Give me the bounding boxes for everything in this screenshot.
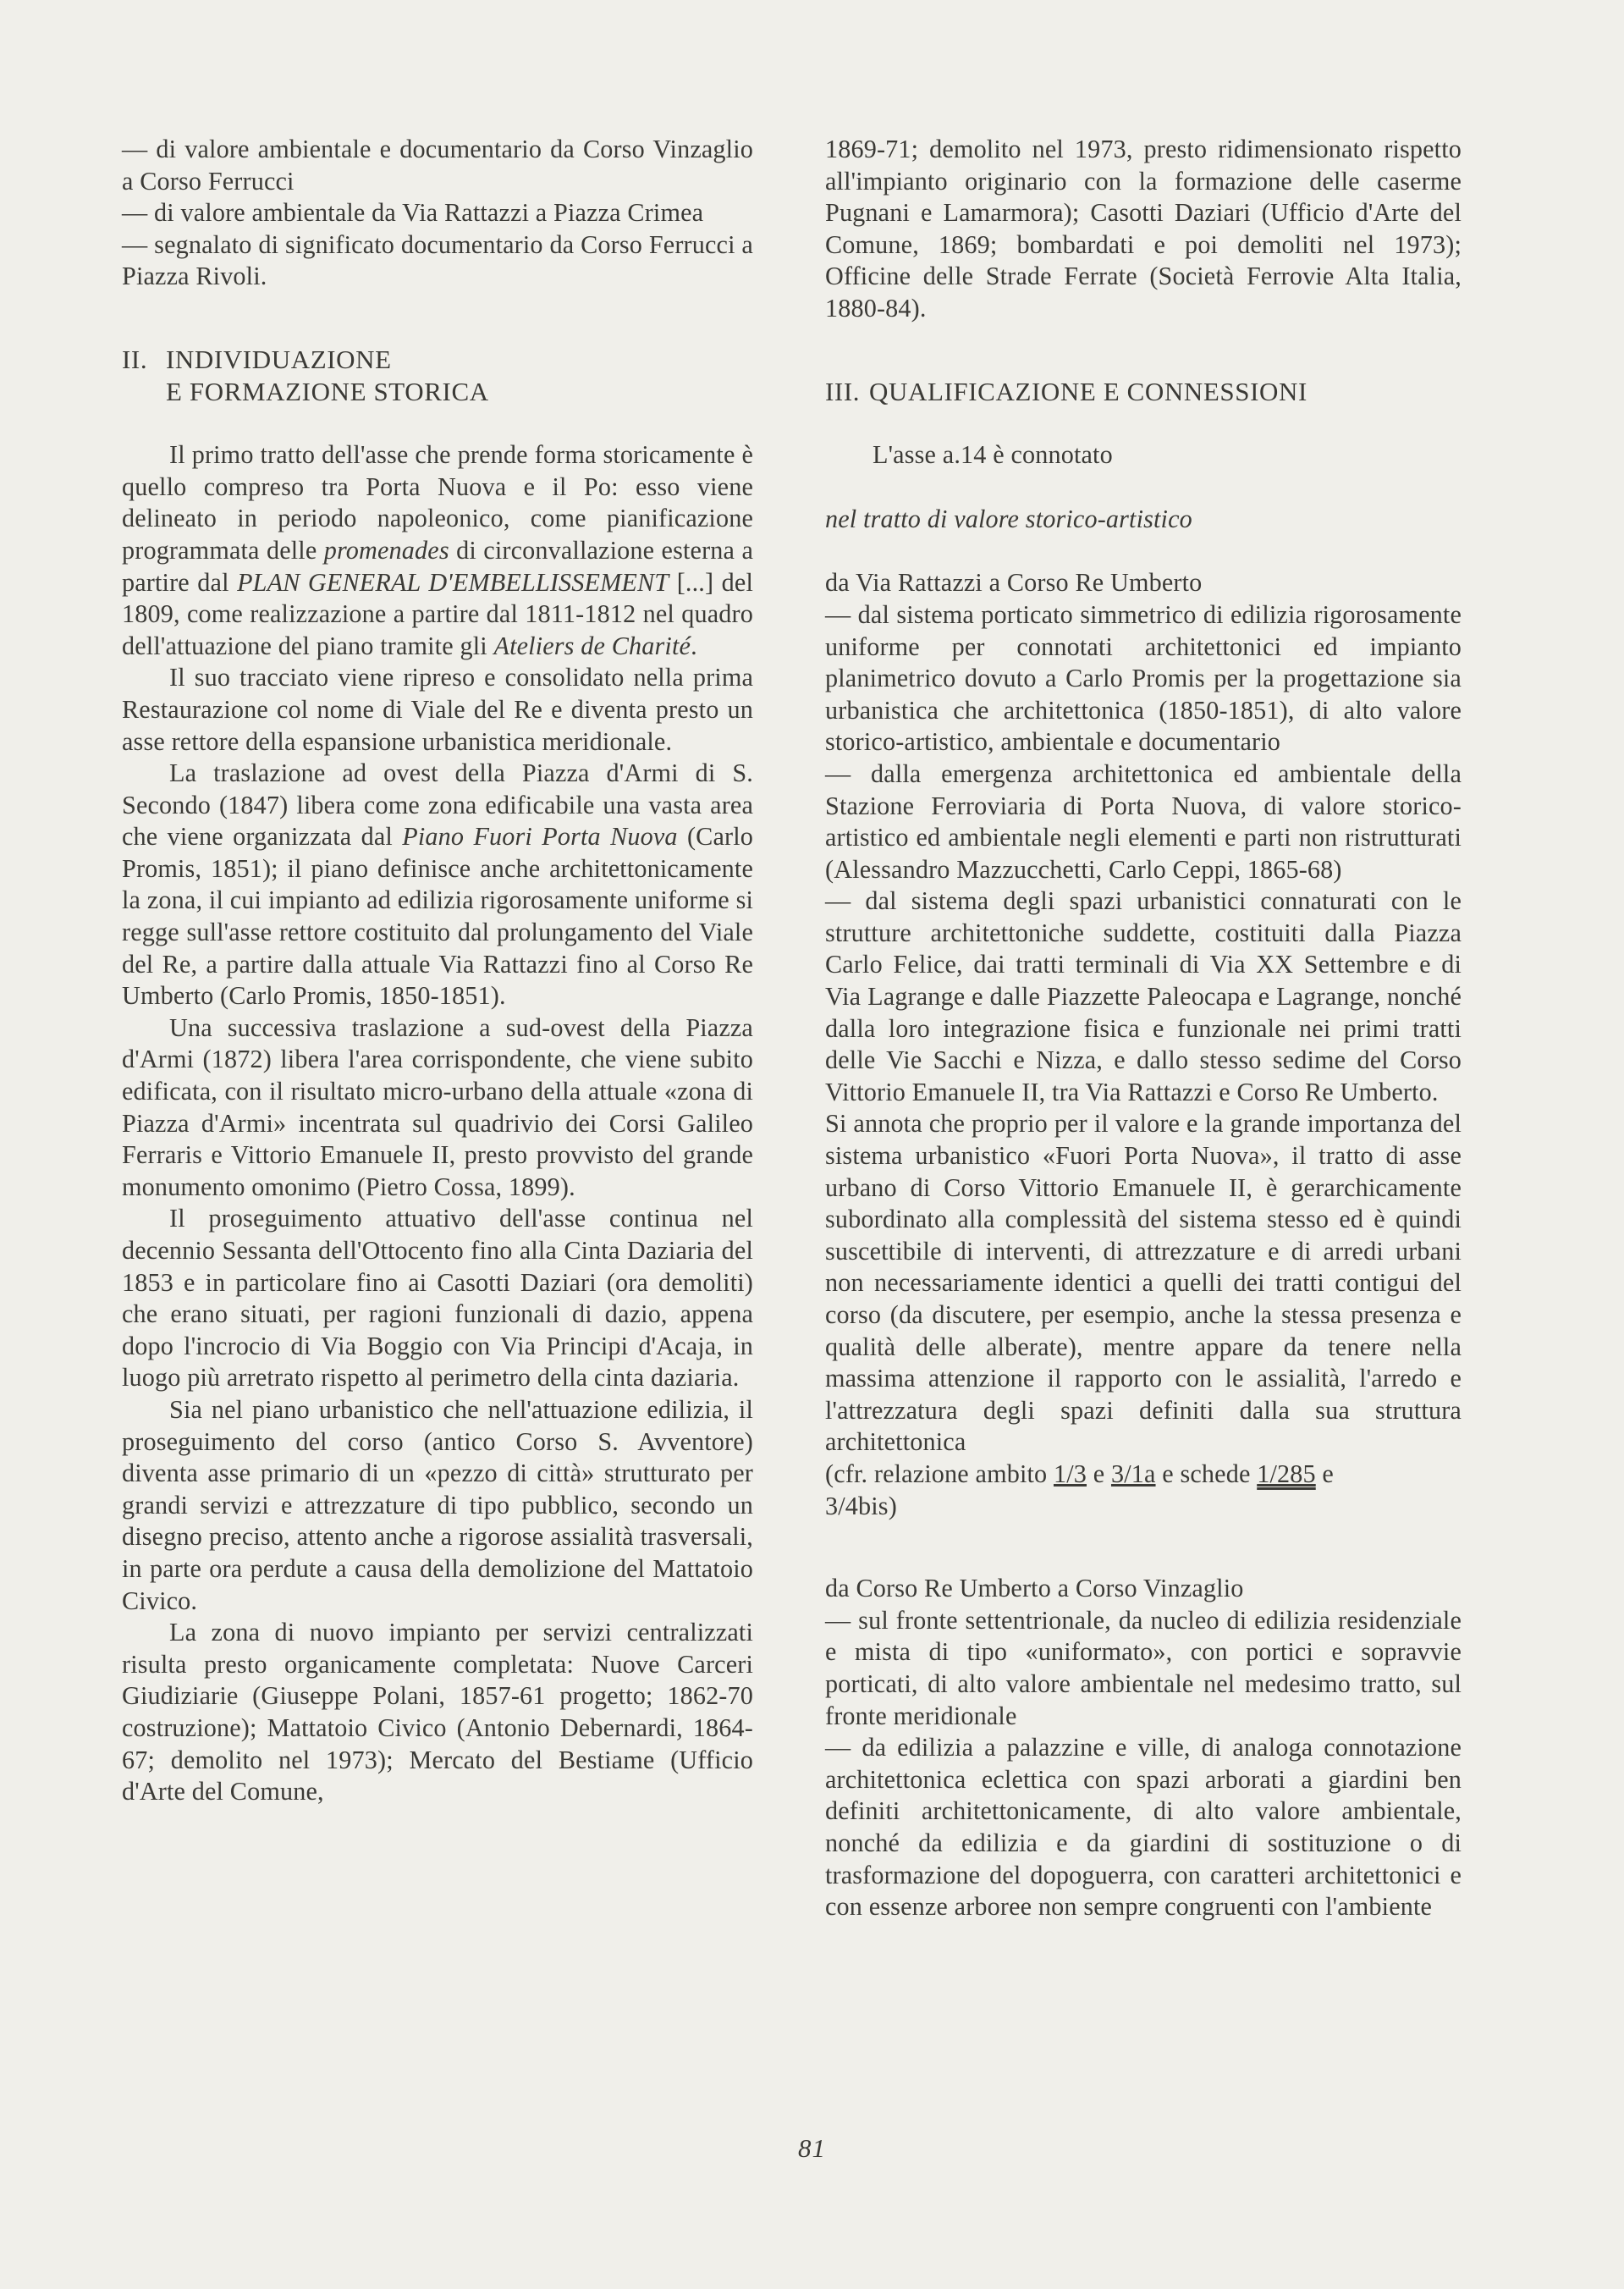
section-2-heading	[122, 344, 753, 407]
section-title-line: INDIVIDUAZIONE	[166, 344, 392, 374]
range-heading: da Via Rattazzi a Corso Re Umberto	[825, 568, 1203, 598]
list-item: — dal sistema porticato simmetrico di edilizia rigorosamente uniforme per connotati architettonici ed impianto planimetrico dovuto a Carlo Promis per la progettazione sia urbanistica che architettonica (1850-1851), di alto valore storico-artistico, ambientale e documentario	[825, 599, 1462, 757]
paragraph: Il proseguimento attuativo dell'asse continua nel decennio Sessanta dell'Ottocento fino alla Cinta Daziaria del 1853 e in particolare fino ai Casotti Daziari (ora demoliti) che erano situati, per ragioni funzionali di dazio, appena dopo l'incrocio di Via Boggio con Via Principi d'Acaja, in luogo più arretrato rispetto al perimetro della cinta daziaria.	[122, 1204, 753, 1393]
page-number: 81	[798, 2133, 826, 2163]
ref-link[interactable]: 1/285	[1257, 1459, 1316, 1488]
paragraph: Una successiva traslazione a sud-ovest della Piazza d'Armi (1872) libera l'area corrispondente, che viene subito edificata, con il risultato micro-urbano della attuale «zona di Piazza d'Armi» incentrata sul quadrivio dei Corsi Galileo Ferraris e Vittorio Emanuele II, presto provvisto del grande monumento omonimo (Pietro Cossa, 1899).	[122, 1012, 753, 1201]
list-item: — dal sistema degli spazi urbanistici connaturati con le strutture architettoniche suddette, costituiti dalla Piazza Carlo Felice, dai tratti terminali di Via XX Settembre e di Via Lagrange e dalle Piazzette Paleocapa e Lagrange, nonché dalla loro integrazione fisica e funzionale nei primi tratti delle Vie Sacchi e Nizza, e dallo stesso sedime del Corso Vittorio Emanuele II, tra Via Rattazzi e Corso Re Umberto.	[825, 886, 1462, 1106]
section-title-line: E FORMAZIONE STORICA	[166, 376, 489, 406]
list-item: — da edilizia a palazzine e ville, di analoga connotazione architettonica eclettica con spazi arborati a giardini ben definiti architettonicamente, di alto valore ambientale, nonché da edilizia e da giardini di sostituzione o di trasformazione del dopoguerra, con caratteri architettonici e con essenze arboree non sempre congruenti con l'ambiente	[825, 1733, 1462, 1922]
ref-link[interactable]: 1/3	[1053, 1459, 1087, 1488]
right-column	[825, 134, 1462, 1923]
paragraph: Il primo tratto dell'asse che prende forma storicamente è quello compreso tra Porta Nuova e il Po: esso viene delineato in periodo napoleonico, come pianificazione programmata delle promenades di circonvallazione esterna a partire dal PLAN GENERAL D'EMBELLISSEMENT [...] del 1809, come realizzazione a partire dal 1811-1812 nel quadro dell'attuazione del piano tramite gli Ateliers de Charité.	[122, 440, 754, 660]
section-number: III.	[825, 376, 861, 406]
intro-item: — segnalato di significato documentario da Corso Ferrucci a Piazza Rivoli.	[122, 229, 753, 291]
section-title: QUALIFICAZIONE E CONNESSIONI	[869, 376, 1307, 406]
list-item: — sul fronte settentrionale, da nucleo di edilizia residenziale e mista di tipo «uniformato», con portici e sopravvie porticati, di alto valore ambientale nel medesimo tratto, sul fronte meridionale	[825, 1605, 1462, 1730]
ref-link[interactable]: 3/4bis)	[825, 1491, 897, 1520]
subheading: nel tratto di valore storico-artistico	[825, 504, 1192, 533]
ref-link[interactable]: 3/1a	[1110, 1459, 1156, 1488]
paragraph: Sia nel piano urbanistico che nell'attuazione edilizia, il proseguimento del corso (antico Corso S. Avventore) diventa asse primario di un «pezzo di città» strutturato per grandi servizi e attrezzature di tipo pubblico, secondo un disegno preciso, attento anche a rigorose assialità trasversali, in parte ora perdute a causa della demolizione del Mattatoio Civico.	[122, 1394, 753, 1615]
section-3-heading	[825, 376, 1462, 408]
list-item: — dalla emergenza architettonica ed ambientale della Stazione Ferroviaria di Porta Nuova, di valore storico-artistico ed ambientale negli elementi e parti non ristrutturati (Alessandro Mazzucchetti, Carlo Ceppi, 1865-68)	[825, 758, 1462, 884]
lead-sentence: L'asse a.14 è connotato	[873, 440, 1113, 470]
intro-item: — di valore ambientale e documentario da Corso Vinzaglio a Corso Ferrucci	[122, 135, 753, 196]
intro-item: — di valore ambientale da Via Rattazzi a Piazza Crimea	[122, 198, 704, 228]
left-column	[122, 134, 753, 1808]
paragraph-continuation: 1869-71; demolito nel 1973, presto ridimensionato rispetto all'impianto originario con la formazione delle caserme Pugnani e Lamarmora); Casotti Daziari (Ufficio d'Arte del Comune, 1869; bombardati e poi demoliti nel 1973); Officine delle Strade Ferrate (Società Ferrovie Alta Italia, 1880-84).	[825, 135, 1462, 323]
paragraph: Il suo tracciato viene ripreso e consolidato nella prima Restaurazione col nome di Viale del Re e diventa presto un asse rettore della espansione urbanistica meridionale.	[122, 663, 753, 756]
range-heading: da Corso Re Umberto a Corso Vinzaglio	[825, 1574, 1244, 1603]
paragraph: La traslazione ad ovest della Piazza d'Armi di S. Secondo (1847) libera come zona edificabile una vasta area che viene organizzata dal Piano Fuori Porta Nuova (Carlo Promis, 1851); il piano definisce anche architettonicamente la zona, il cui impianto ad edilizia rigorosamente uniforme si regge sull'asse rettore costituito dal prolungamento del Viale del Re, a partire dalla attuale Via Rattazzi fino al Corso Re Umberto (Carlo Promis, 1850-1851).	[122, 758, 753, 1011]
paragraph: La zona di nuovo impianto per servizi centralizzati risulta presto organicamente completata: Nuove Carceri Giudiziarie (Giuseppe Polani, 1857-61 progetto; 1862-70 costruzione); Mattatoio Civico (Antonio Debernardi, 1864-67; demolito nel 1973); Mercato del Bestiame (Ufficio d'Arte del Comune,	[122, 1618, 753, 1806]
cross-reference: (cfr. relazione ambito 1/3 e 3/1a e schede 1/285 e 3/4bis)	[825, 1459, 1334, 1520]
note-paragraph: Si annota che proprio per il valore e la grande importanza del sistema urbanistico «Fuori Porta Nuova», il tratto di asse urbano di Corso Vittorio Emanuele II, è gerarchicamente subordinato alla complessità del sistema stesso ed è quindi suscettibile di interventi, di attrezzature e di arredi urbani non necessariamente identici a quelli dei tratti contigui del corso (da discutere, per esempio, anche la stessa presenza e qualità delle alberate), mentre appare da tenere nella massima attenzione il rapporto con le assialità, l'arredo e l'attrezzatura degli spazi definiti dalla sua struttura architettonica	[825, 1109, 1462, 1457]
section-number: II.	[122, 344, 148, 374]
